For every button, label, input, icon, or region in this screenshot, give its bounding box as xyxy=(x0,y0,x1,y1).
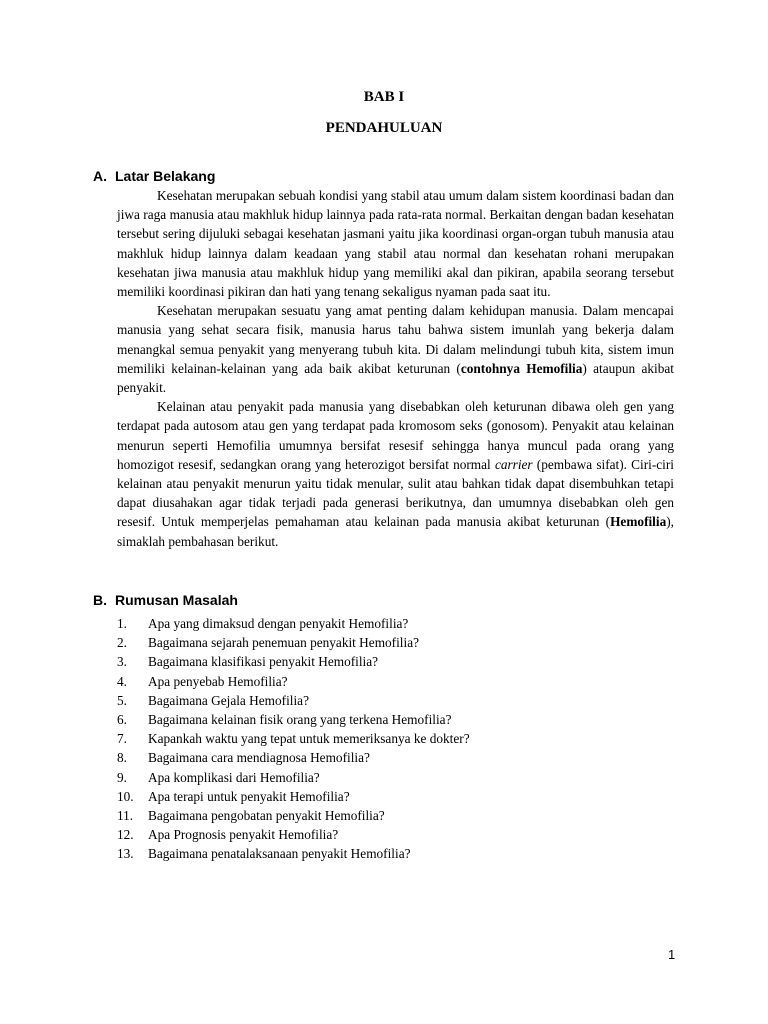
paragraph-3-text: Kelainan atau penyakit pada manusia yang disebabkan oleh keturunan dibawa oleh gen yang terdapat pada autosom atau gen yang terdapat pada kromosom seks (gonosom). Penyakit atau kelainan menurun seperti Hemofilia umumnya bersifat resesif sehingga hanya muncul pada orang yang homozigot resesif, sedangkan orang yang heterozigot bersifat normal xyxy=(117,399,674,472)
list-item-text: Apa penyebab Hemofilia? xyxy=(148,673,288,689)
list-item-text: Bagaimana pengobatan penyakit Hemofilia? xyxy=(148,808,385,824)
list-item-number: 13. xyxy=(117,846,134,862)
list-item xyxy=(117,844,677,863)
list-item-text: Bagaimana Gejala Hemofilia? xyxy=(148,692,309,708)
list-item xyxy=(117,787,677,806)
list-item-text: Apa yang dimaksud dengan penyakit Hemofilia? xyxy=(148,616,409,631)
section-title: Rumusan Masalah xyxy=(115,592,238,608)
list-item-number: 7. xyxy=(117,731,127,747)
question-list xyxy=(117,614,677,864)
section-title: Latar Belakang xyxy=(115,168,216,184)
list-item-number: 9. xyxy=(117,769,127,785)
paragraph-3-text-end: ), simaklah pembahasan berikut. xyxy=(117,514,674,549)
list-item-number: 5. xyxy=(117,692,127,708)
chapter-title: PENDAHULUAN xyxy=(325,120,443,136)
paragraph-3-text-mid: (pembawa sifat). Ciri-ciri kelainan atau penyakit menurun yaitu tidak menular, sulit atau bahkan tidak dapat disembuhkan tetapi dapat diusahakan agar tidak terjadi pada generasi berikutnya, dan umumnya disebabkan oleh gen resesif. Untuk memperjelas pemahaman atau kelainan pada manusia akibat keturunan ( xyxy=(117,456,674,530)
background-text xyxy=(117,186,674,551)
paragraph-2-text-end: ) ataupun akibat penyakit. xyxy=(117,360,674,396)
list-item xyxy=(117,825,677,844)
paragraph-2 xyxy=(117,301,674,397)
list-item xyxy=(117,768,677,787)
paragraph-1: Kesehatan merupakan sebuah kondisi yang stabil atau umum dalam sistem koordinasi badan dan jiwa raga manusia atau makhluk hidup lainnya pada rata-rata normal. Berkaitan dengan badan kesehatan tersebut sering dijuluki sebagai kesehatan jasmani yaitu jika koordinasi organ-organ tubuh manusia atau makhluk hidup lainnya dalam keadaan yang stabil atau normal dan kesehatan rohani merupakan kesehatan jiwa manusia atau makhluk hidup yang memiliki akal dan pikiran, apabila seorang tersebut memiliki koordinasi pikiran dan hati yang tenang sekaligus nyaman pada saat itu. xyxy=(117,188,674,300)
paragraph-3-italic: carrier xyxy=(494,456,533,472)
list-item-text: Apa komplikasi dari Hemofilia? xyxy=(148,769,320,785)
list-item-text: Bagaimana kelainan fisik orang yang terkena Hemofilia? xyxy=(148,712,452,728)
list-item xyxy=(117,806,677,825)
list-item-number: 2. xyxy=(117,635,127,651)
section-heading-latar-belakang xyxy=(93,168,215,184)
page-number: 1 xyxy=(668,947,676,962)
section-letter: A. xyxy=(93,168,107,184)
section-letter: B. xyxy=(93,592,107,608)
section-heading-rumusan-masalah xyxy=(93,592,238,608)
chapter-number: BAB I xyxy=(363,89,405,105)
list-item xyxy=(117,672,677,691)
paragraph-2-text: Kesehatan merupakan sesuatu yang amat penting dalam kehidupan manusia. Dalam mencapai manusia yang sehat secara fisik, manusia harus tahu bahwa sistem imunlah yang bekerja dalam menangkal semua penyakit yang menyerang tubuh kita. Di dalam melindungi tubuh kita, sistem imun memiliki kelainan-kelainan yang ada baik akibat keturunan ( xyxy=(117,303,674,376)
list-item-number: 10. xyxy=(117,788,134,804)
list-item-number: 6. xyxy=(117,712,127,728)
list-item xyxy=(117,691,677,710)
list-item-text: Bagaimana penatalaksanaan penyakit Hemofilia? xyxy=(148,846,411,862)
list-item-number: 4. xyxy=(117,673,127,689)
list-item-number: 12. xyxy=(117,827,134,843)
list-item xyxy=(117,710,677,729)
list-item-number: 3. xyxy=(117,654,127,670)
paragraph-2-bold: contohnya Hemofilia xyxy=(460,360,583,376)
list-item-text: Apa terapi untuk penyakit Hemofilia? xyxy=(148,788,350,804)
list-item xyxy=(117,729,677,748)
paragraph-3-bold: Hemofilia xyxy=(610,514,667,530)
list-item-text: Apa Prognosis penyakit Hemofilia? xyxy=(148,827,339,843)
list-item xyxy=(117,633,677,652)
list-item-text: Bagaimana klasifikasi penyakit Hemofilia? xyxy=(148,654,379,670)
paragraph-3 xyxy=(117,397,674,551)
list-item xyxy=(117,614,677,633)
list-item-text: Bagaimana cara mendiagnosa Hemofilia? xyxy=(148,750,370,766)
list-item-number: 1. xyxy=(117,616,127,631)
list-item xyxy=(117,748,677,767)
list-item-text: Kapankah waktu yang tepat untuk memeriksanya ke dokter? xyxy=(148,731,470,747)
list-item-number: 11. xyxy=(117,808,134,824)
list-item xyxy=(117,652,677,671)
list-item-text: Bagaimana sejarah penemuan penyakit Hemofilia? xyxy=(148,635,419,651)
list-item-number: 8. xyxy=(117,750,127,766)
